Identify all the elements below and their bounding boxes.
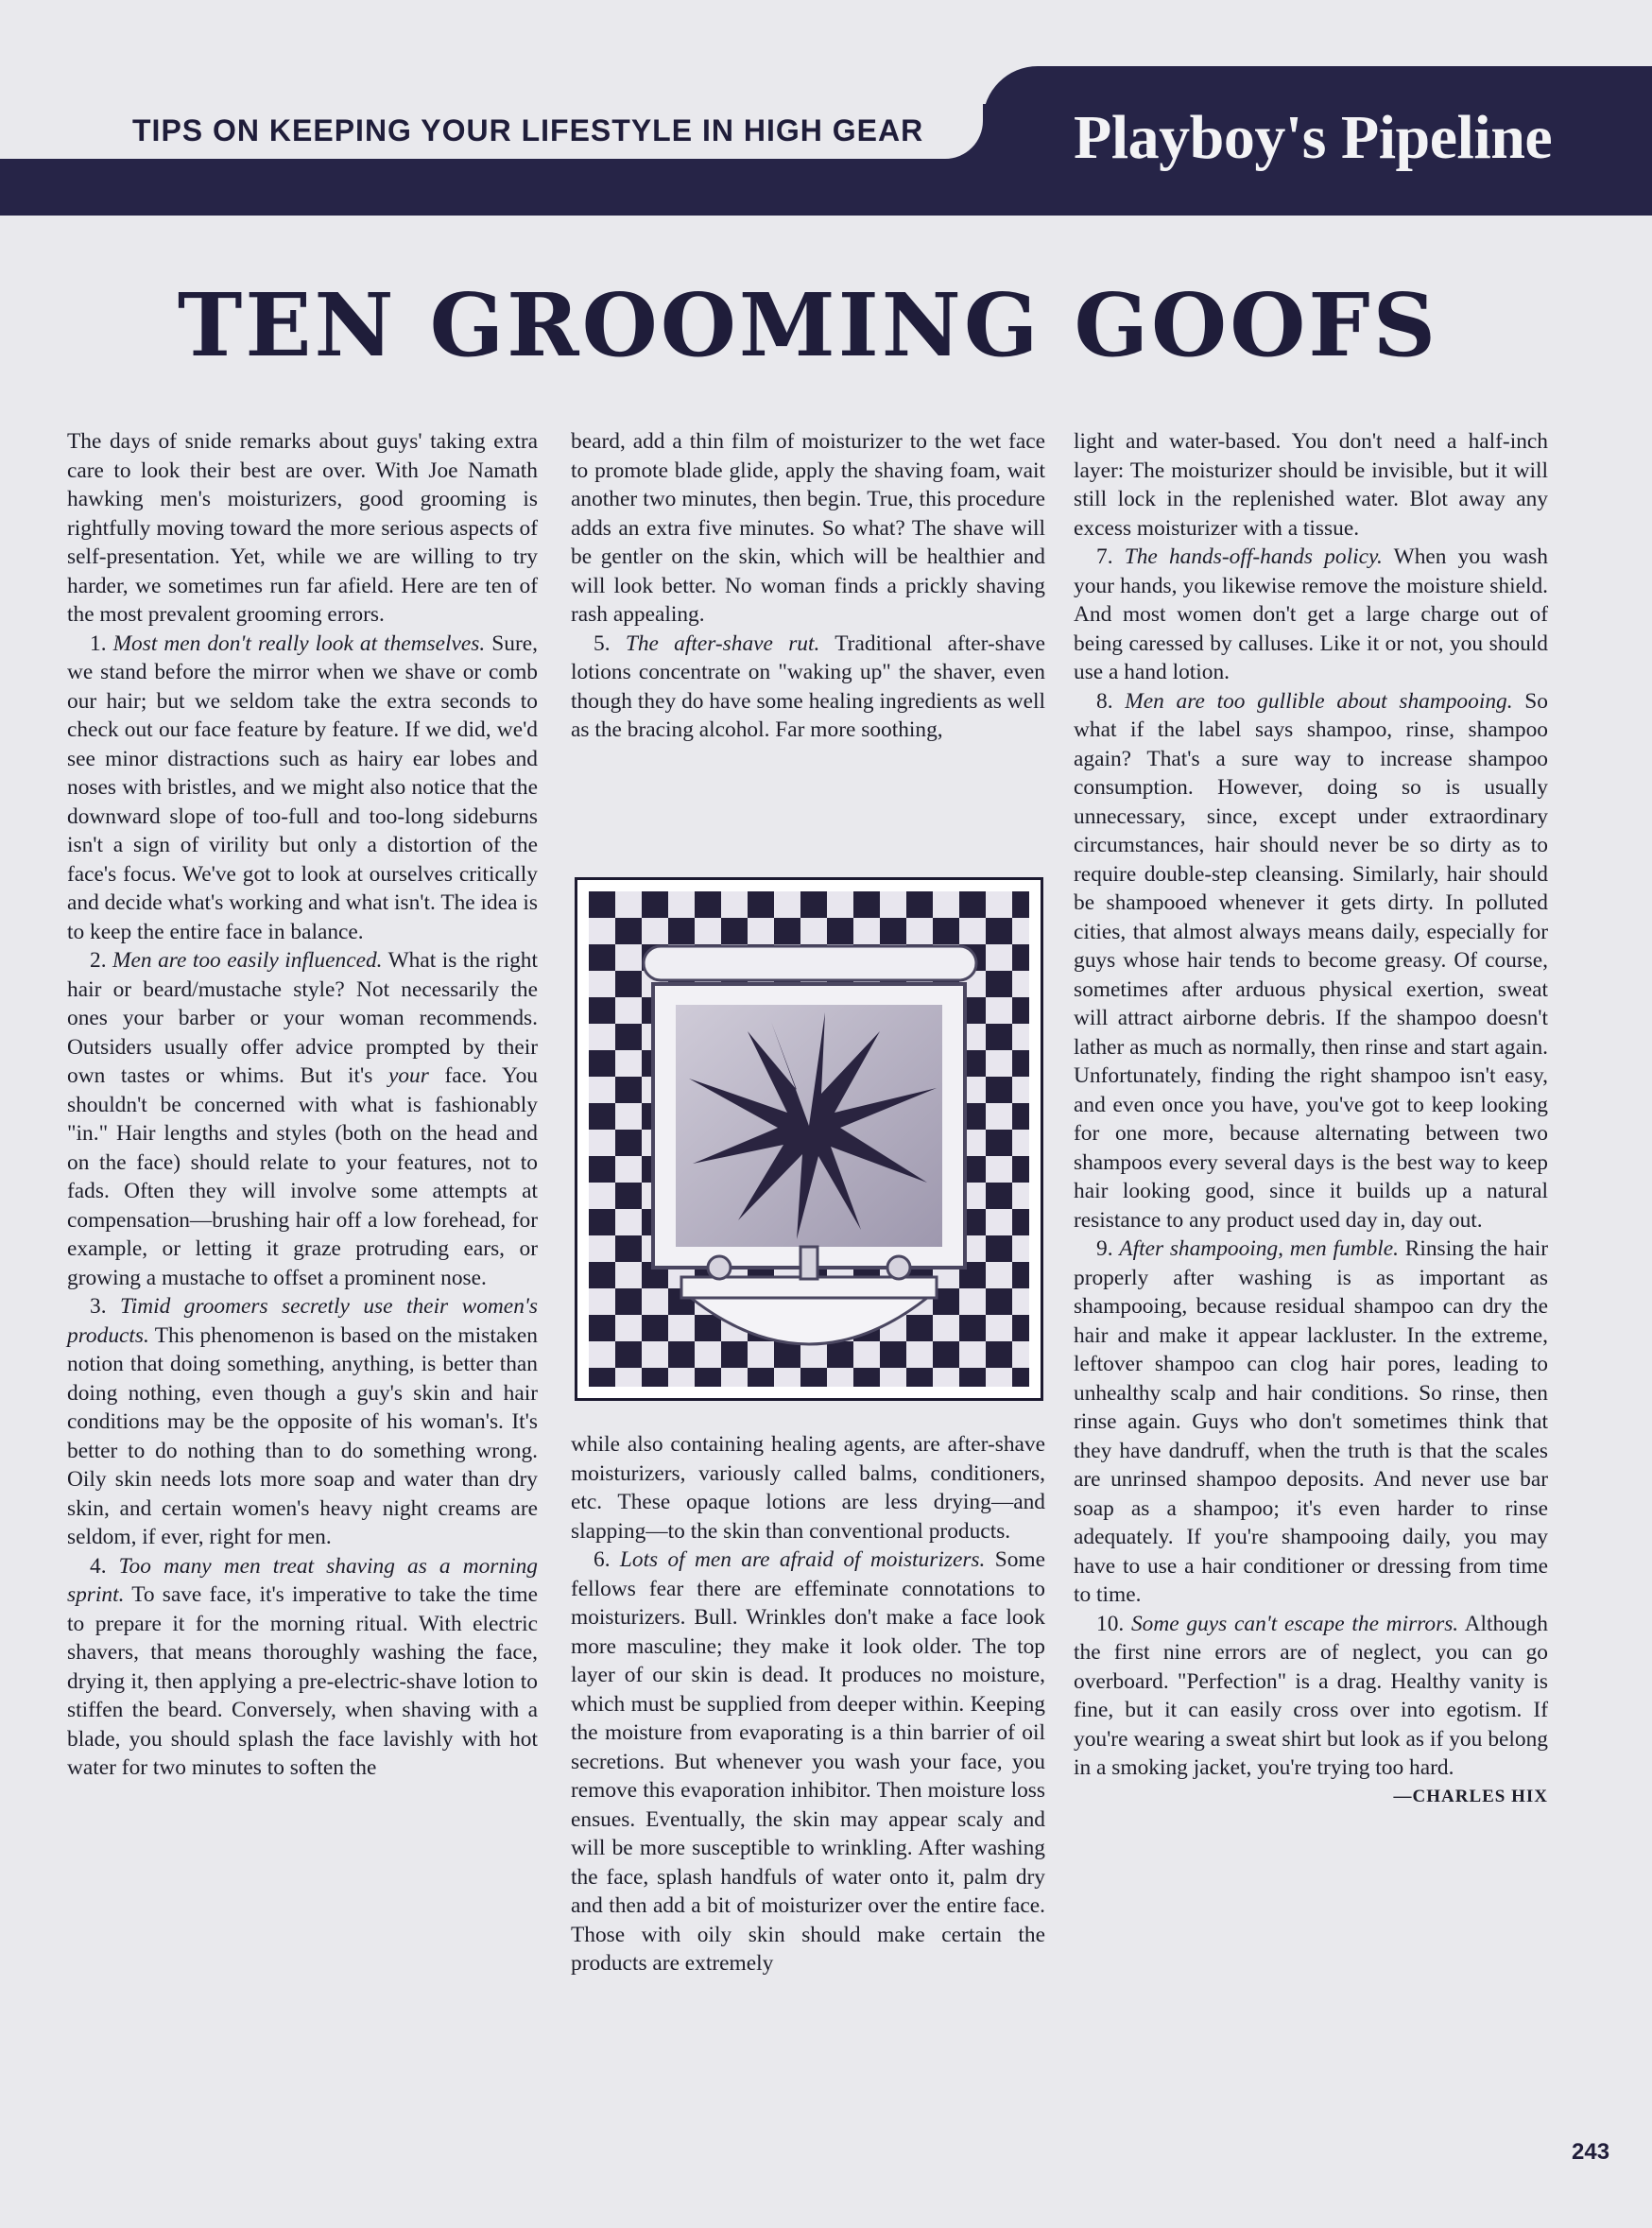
- column-2-top: [571, 427, 1045, 745]
- tip-heading: Too many men treat shaving as a morning sprint.: [67, 1553, 538, 1607]
- tip-5: [571, 630, 1045, 745]
- tip-number: 3.: [90, 1294, 107, 1319]
- tip-body: Traditional after-shave lotions concentrate on "waking up" the shaver, even though they do have some healing ingredients as well as the bracing alcohol. Far more soothing,: [571, 630, 1045, 742]
- tip-body: This phenomenon is based on the mistaken notion that doing something, anything, is better than doing nothing, even though a guy's skin and hair conditions may be the opposite of his woman's. It's better to do nothing than to do something wrong. Oily skin needs lots more soap and water than dry skin, and certain women's heavy night creams are seldom, if ever, right for men.: [67, 1322, 538, 1549]
- tip-body: Although the first nine errors are of neglect, you can go overboard. "Perfection" is a drag. Healthy vanity is fine, but it can easily cross over into egotism. If you're wearing a sweat shirt but look as if you belong in a smoking jacket, you're trying too hard.: [1074, 1611, 1548, 1780]
- tip-4-continued: beard, add a thin film of moisturizer to the wet face to promote blade glide, apply the shaving foam, wait another two minutes, then begin. True, this procedure adds an extra five minutes. So what? The shave will be gentler on the skin, which will be healthier and will look better. No woman finds a prickly shaving rash appealing.: [571, 429, 1045, 627]
- author-signature: —CHARLES HIX: [1393, 1786, 1548, 1806]
- tip-6-continued: light and water-based. You don't need a half-inch layer: The moisturizer should be invisible, but it will still lock in the replenished water. Blot away any excess moisturizer with a tissue.: [1074, 429, 1548, 541]
- tip-body: face. You shouldn't be concerned with what is fashionably "in." Hair lengths and styles (both on the head and on the face) should relate to your features, not to fads. Often they will involve some attempts at compensation—brushing hair off a low forehead, for example, or letting it graze protruding ears, or growing a mustache to offset a prominent nose.: [67, 1063, 538, 1290]
- intro-paragraph: The days of snide remarks about guys' taking extra care to look their best are over. With Joe Namath hawking men's moisturizers, good grooming is rightfully moving toward the more serious aspects of self-presentation. Yet, while we are willing to try harder, we sometimes run far afield. Here are ten of the most prevalent grooming errors.: [67, 429, 538, 627]
- tip-body: What is the right hair or beard/mustache style? Not necessarily the ones your barber or your woman recommends. Outsiders usually offer advice prompted by their own tastes or whims. But it's: [67, 948, 538, 1088]
- tip-1: [67, 630, 538, 947]
- right-tap: [887, 1256, 910, 1279]
- tip-10: [1074, 1610, 1548, 1806]
- faucet: [800, 1247, 817, 1279]
- tip-8: [1074, 687, 1548, 1235]
- tip-9: [1074, 1235, 1548, 1610]
- tip-heading: Some guys can't escape the mirrors.: [1130, 1611, 1459, 1636]
- left-tap: [708, 1256, 731, 1279]
- tip-6: [571, 1546, 1045, 1978]
- tip-number: 2.: [90, 948, 107, 973]
- bathroom-mirror-illustration: [575, 877, 1043, 1401]
- tip-7: [1074, 543, 1548, 687]
- tip-number: 5.: [594, 630, 611, 656]
- column-2-bottom: [571, 1430, 1045, 1978]
- tip-body: Sure, we stand before the mirror when we shave or comb our hair; but we seldom take the extra seconds to check out our face feature by feature. If we did, we'd see minor distractions such as hairy ear lobes and noses with bristles, and we might also notice that the downward slope of too-full and too-long sideburns isn't a sign of virility but only a distortion of the face's focus. We've got to look at ourselves critically and decide what's working and what isn't. The idea is to keep the entire face in balance.: [67, 630, 538, 944]
- tip-heading: Lots of men are afraid of moisturizers.: [619, 1547, 986, 1572]
- tip-number: 8.: [1096, 688, 1113, 714]
- tip-body: When you wash your hands, you likewise remove the moisture shield. And most women don't get a large charge out of being caressed by calluses. Like it or not, you should use a hand lotion.: [1074, 544, 1548, 684]
- tip-heading: The hands-off-hands policy.: [1124, 544, 1383, 569]
- tip-5-continued: while also containing healing agents, are after-shave moisturizers, variously called balms, conditioners, etc. These opaque lotions are less drying—and slapping—to the skin than conventional products.: [571, 1432, 1045, 1544]
- tip-number: 9.: [1096, 1236, 1113, 1261]
- tip-body: Rinsing the hair properly after washing is as important as shampooing, because residual shampoo can dry the hair and make it appear lackluster. In the extreme, leftover shampoo can clog hair pores, leading to unhealthy scalp and hair conditions. So rinse, then rinse again. Guys who don't sometimes think that they have dandruff, when the truth is that the scales are unrinsed shampoo deposits. And never use bar soap as a shampoo; it's even harder to rinse adequately. If you're shampooing daily, you may have to use a hair conditioner or dressing from time to time.: [1074, 1236, 1548, 1607]
- page-number: 243: [1572, 2139, 1610, 2165]
- article-headline: TEN GROOMING GOOFS: [177, 274, 1439, 376]
- column-1: [67, 427, 538, 1783]
- column-3: [1074, 427, 1548, 1811]
- tip-body: Some fellows fear there are effeminate connotations to moisturizers. Bull. Wrinkles don't make a face look more masculine; they make it look older. The top layer of our skin is dead. It produces no moisture, which must be supplied from deeper within. Keeping the moisture from evaporating is a thin barrier of oil secretions. But whenever you wash your face, you remove this evaporation inhibitor. Then moisture loss ensues. Eventually, the skin may appear scaly and will be more susceptible to wrinkling. After washing the face, splash handfuls of water onto it, palm dry and then add a bit of moisturizer over the entire face. Those with oily skin should make certain the products are extremely: [571, 1547, 1045, 1976]
- tip-heading: After shampooing, men fumble.: [1119, 1236, 1400, 1261]
- mirror-artwork: [577, 880, 1041, 1398]
- tip-2: [67, 946, 538, 1292]
- tip-heading: The after-shave rut.: [625, 630, 820, 656]
- tip-heading: Timid groomers secretly use their women's products.: [67, 1294, 538, 1348]
- header-kicker: TIPS ON KEEPING YOUR LIFESTYLE IN HIGH GEAR: [132, 113, 924, 147]
- section-title: Playboy's Pipeline: [1074, 103, 1553, 172]
- tip-number: 1.: [90, 630, 107, 656]
- tip-heading: Men are too gullible about shampooing.: [1125, 688, 1513, 714]
- vanity-light: [644, 946, 976, 980]
- tip-body: To save face, it's imperative to take the time to prepare it for the morning ritual. With electric shavers, that means thoroughly washing the face, drying it, then applying a pre-electric-shave lotion to stiffen the beard. Conversely, when shaving with a blade, you should splash the face lavishly with hot water for two minutes to soften the: [67, 1582, 538, 1780]
- tip-number: 4.: [90, 1553, 107, 1579]
- tip-number: 10.: [1096, 1611, 1125, 1636]
- tip-4: [67, 1552, 538, 1783]
- tip-heading: Men are too easily influenced.: [112, 948, 383, 973]
- tip-number: 6.: [594, 1547, 611, 1572]
- tip-heading: Most men don't really look at themselves.: [112, 630, 486, 656]
- tip-3: [67, 1292, 538, 1552]
- emphasis: your: [387, 1063, 429, 1088]
- tip-number: 7.: [1096, 544, 1113, 569]
- tip-body: So what if the label says shampoo, rinse, shampoo again? That's a sure way to increase shampoo consumption. However, doing so is usually unnecessary, since, except under extraordinary circumstances, hair should never be so dirty as to require double-step cleansing. Similarly, hair should be shampooed whenever it gets dirty. In polluted cities, that almost always means daily, especially for guys whose hair tends to become greasy. Of course, sometimes after arduous physical exertion, sweat will attract airborne debris. If the shampoo doesn't lather as much as normally, then rinse and start again. Unfortunately, finding the right shampoo isn't easy, and even once you have, you've got to keep looking for one more, because alternating between two shampoos every several days is the best way to keep hair looking good, since it builds up a natural resistance to any product used day in, day out.: [1074, 688, 1548, 1233]
